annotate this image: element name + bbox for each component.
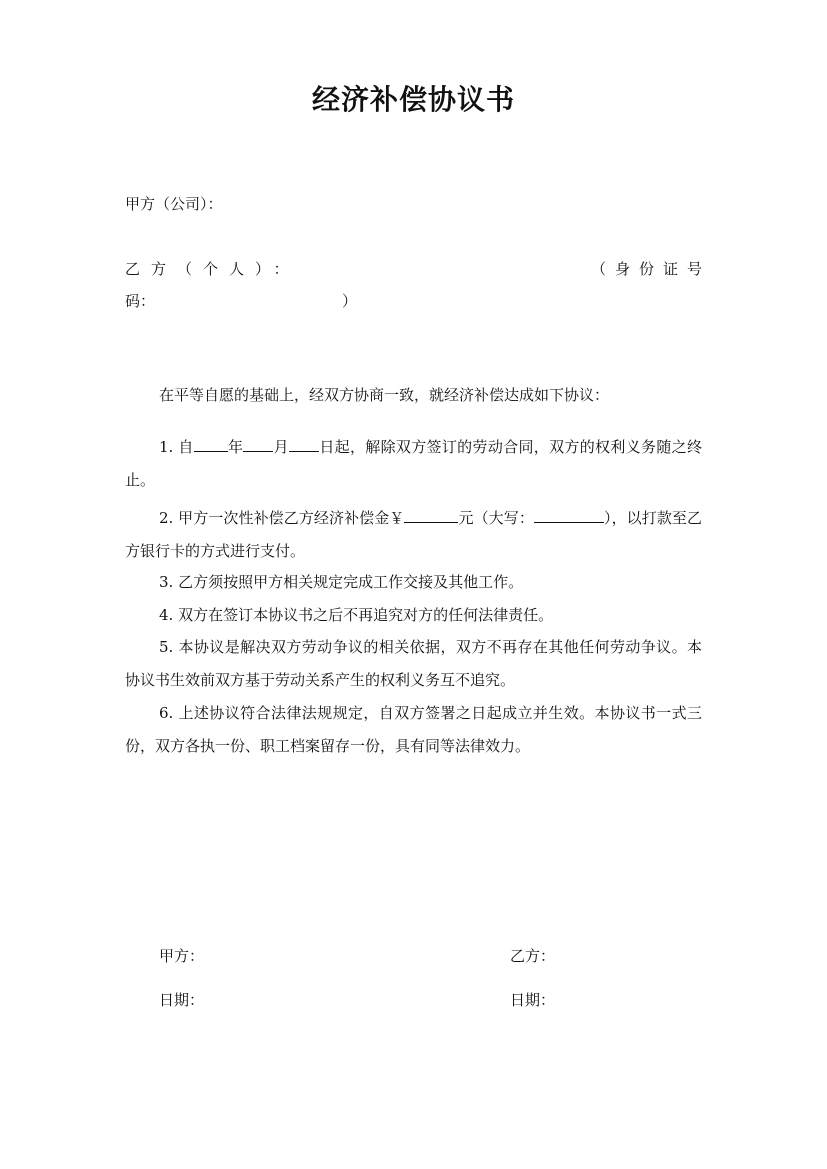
clause-2-mid: 元（大写： <box>458 509 534 527</box>
clause-3: 3. 乙方须按照甲方相关规定完成工作交接及其他工作。 <box>159 573 524 591</box>
clause-1 <box>125 431 702 497</box>
signature-date-a: 日期： <box>159 991 205 1009</box>
clause-2-rest: ），以打款至乙方银行卡的方式进行支付。 <box>125 509 702 560</box>
party-a-label: 甲方（公司）： <box>125 195 223 213</box>
clause-1-rest: 日起，解除双方签订的劳动合同，双方的权利义务随之终止。 <box>125 438 702 489</box>
clause-1-prefix: 1. 自 <box>159 438 194 456</box>
day-blank[interactable] <box>289 436 319 452</box>
clause-2-prefix: 2. 甲方一次性补偿乙方经济补偿金￥ <box>159 509 405 527</box>
year-blank[interactable] <box>194 436 228 452</box>
party-b-row <box>125 259 711 279</box>
party-b-id-cont: 码： <box>125 292 156 310</box>
amount-blank[interactable] <box>404 507 458 523</box>
signature-party-a: 甲方： <box>159 947 205 965</box>
signature-party-b: 乙方： <box>510 947 556 965</box>
party-b-id-close: ） <box>342 292 358 310</box>
month-blank[interactable] <box>243 436 273 452</box>
party-b-id-open: （身份证号 <box>590 260 711 278</box>
document-title: 经济补偿协议书 <box>311 83 515 116</box>
intro-paragraph: 在平等自愿的基础上，经双方协商一致，就经济补偿达成如下协议： <box>159 386 610 404</box>
signature-date-b: 日期： <box>510 991 556 1009</box>
clause-1-month: 月 <box>273 438 289 456</box>
clause-1-year: 年 <box>227 438 244 456</box>
clause-5: 5. 本协议是解决双方劳动争议的相关依据，双方不再存在其他任何劳动争议。本协议书生效前双方基于劳动关系产生的权利义务互不追究。 <box>125 638 702 689</box>
clause-6: 6. 上述协议符合法律法规规定，自双方签署之日起成立并生效。本协议书一式三份，双方各执一份、职工档案留存一份，具有同等法律效力。 <box>125 704 702 755</box>
clause-4: 4. 双方在签订本协议书之后不再追究对方的任何法律责任。 <box>159 606 554 624</box>
clause-2 <box>125 502 702 568</box>
amount-words-blank[interactable] <box>534 507 604 523</box>
party-b-label: 乙方（个人）： <box>125 260 300 278</box>
